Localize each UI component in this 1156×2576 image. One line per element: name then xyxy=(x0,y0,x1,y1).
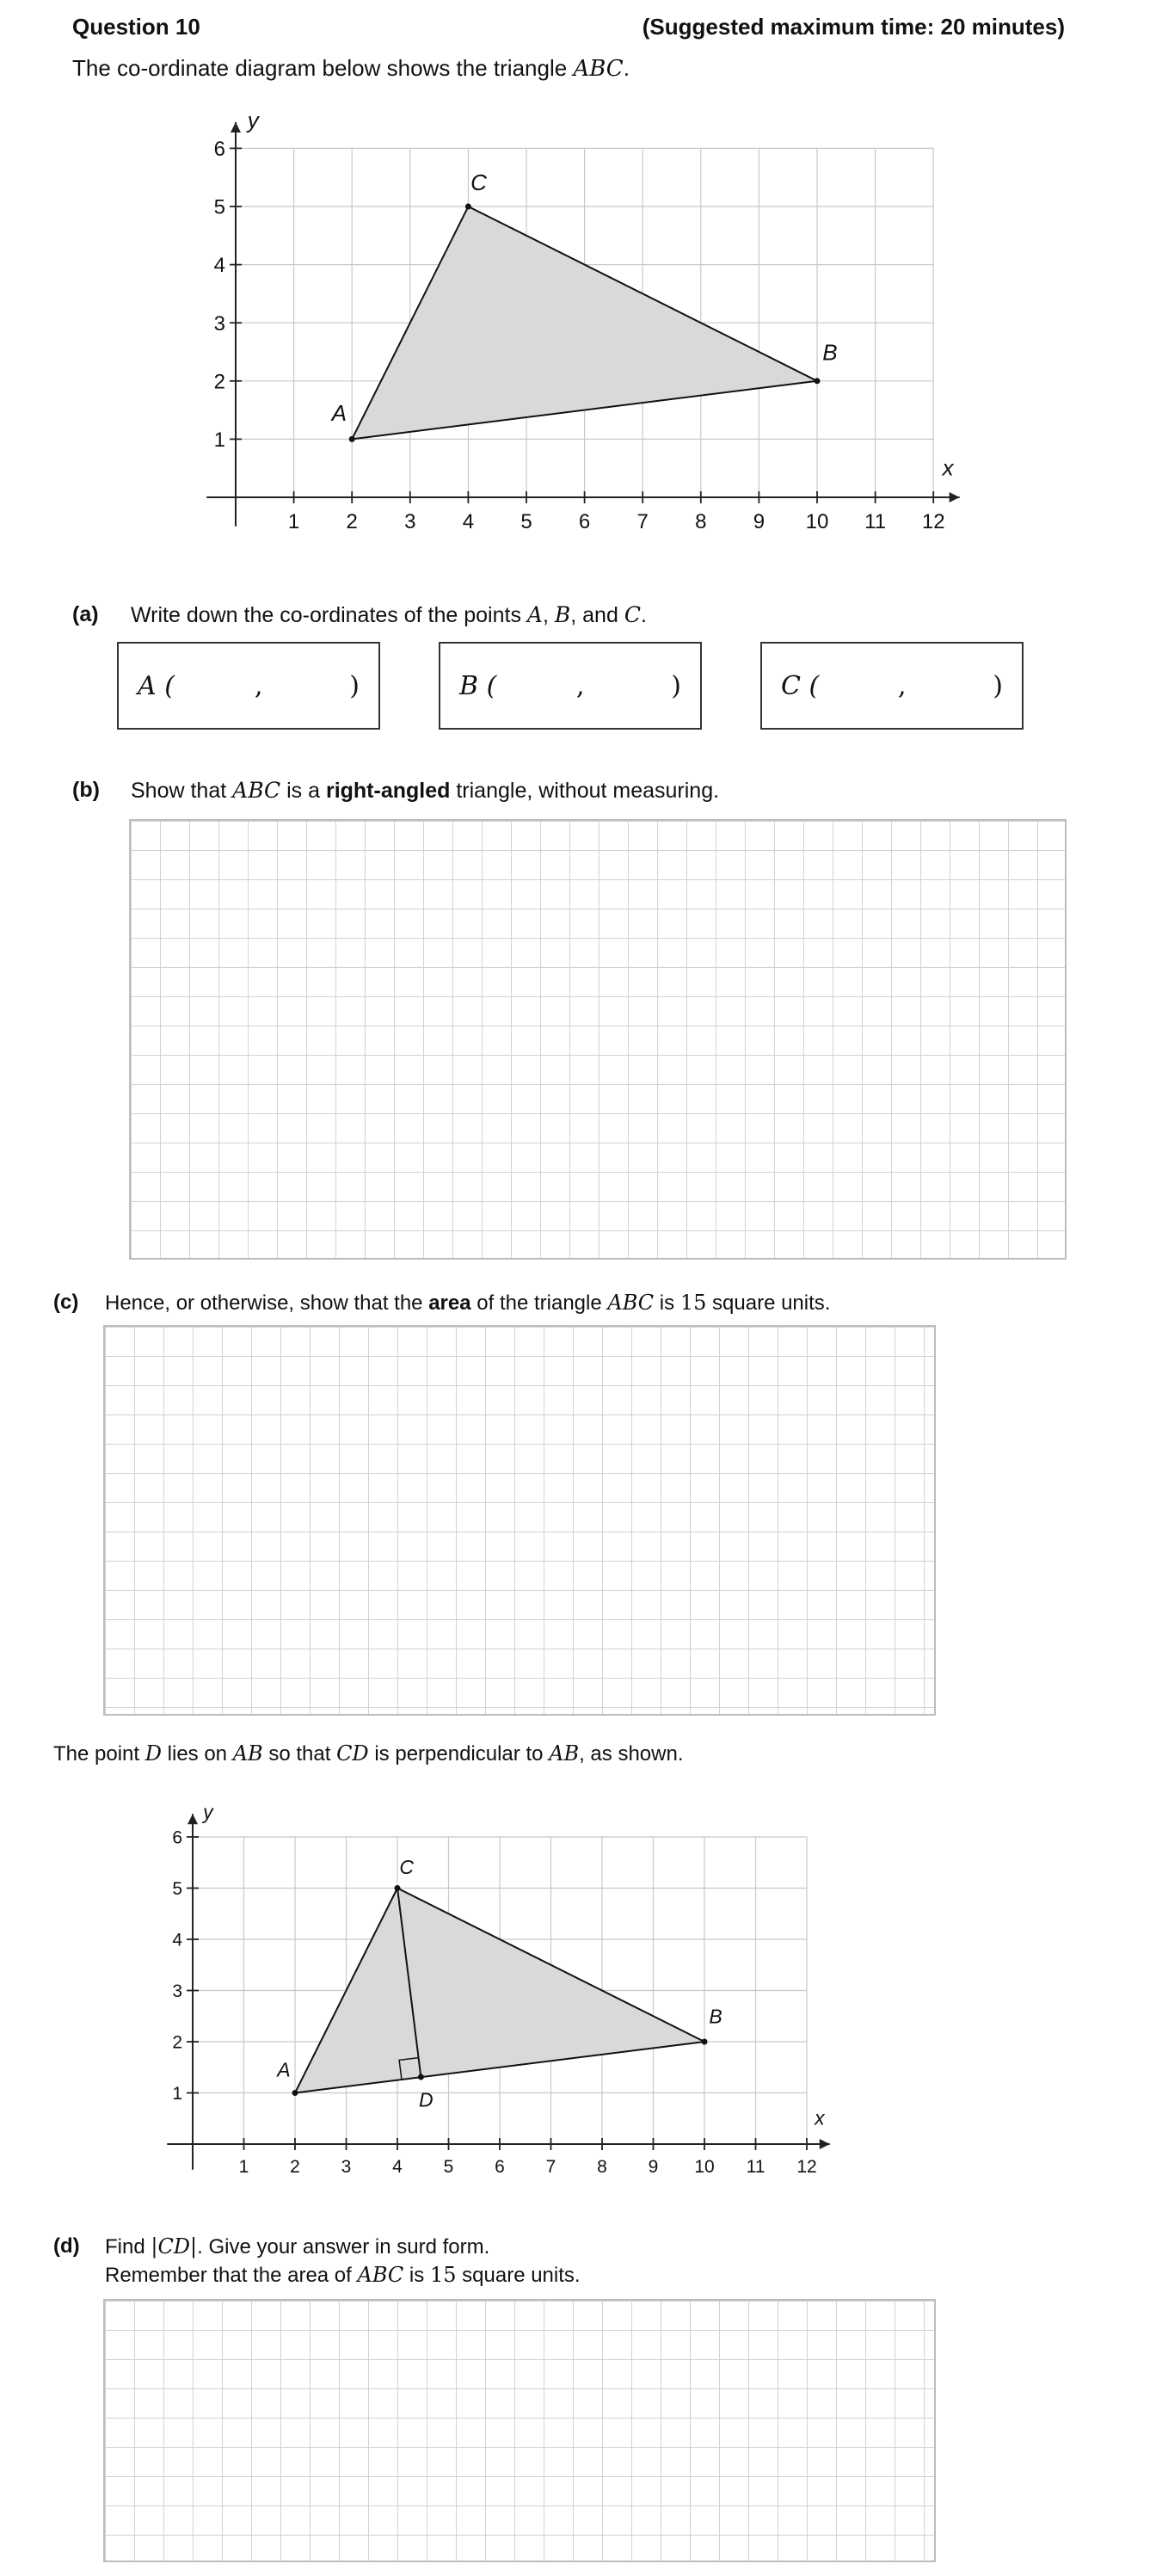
part-c-label: (c) xyxy=(53,1291,79,1314)
d1-x-tick-label-4: 4 xyxy=(462,510,475,533)
part-d-line2a: Remember that the area of xyxy=(105,2264,358,2287)
d2-x-tick-label-7: 7 xyxy=(545,2157,556,2177)
part-b-bold: right-angled xyxy=(325,779,451,803)
d2-x-tick-label-9: 9 xyxy=(648,2157,659,2177)
d2-y-tick-label-1: 1 xyxy=(172,2084,182,2105)
d1-x-tick-label-3: 3 xyxy=(404,510,416,533)
point-d-ab: AB xyxy=(232,1741,263,1766)
d1-y-tick-label-3: 3 xyxy=(213,311,225,336)
answer-box-a-comma: , xyxy=(255,671,263,701)
d1-y-tick-label-5: 5 xyxy=(213,195,225,219)
d1-x-tick-label-12: 12 xyxy=(921,510,945,533)
answer-grid-d[interactable] xyxy=(103,2299,936,2562)
d2-y-tick-label-5: 5 xyxy=(172,1879,182,1900)
d1-point-label-b: B xyxy=(822,339,838,366)
answer-box-a-close: ) xyxy=(349,671,360,701)
d2-x-axis-label: x xyxy=(815,2106,825,2129)
part-a-end: . xyxy=(640,603,647,627)
d1-x-tick-label-5: 5 xyxy=(520,510,532,533)
part-a-text xyxy=(131,602,647,628)
question-number: Question 10 xyxy=(72,14,200,40)
d2-y-arrow-icon xyxy=(188,1814,198,1824)
d1-x-tick-label-10: 10 xyxy=(805,510,829,533)
d1-x-arrow-icon xyxy=(950,492,960,502)
d2-x-tick-label-6: 6 xyxy=(495,2157,505,2177)
answer-box-c-label: C ( xyxy=(781,671,820,701)
intro-triangle: ABC xyxy=(573,56,624,82)
d2-point-label-b: B xyxy=(709,2005,722,2028)
d1-x-tick-label-11: 11 xyxy=(864,510,887,533)
intro-text xyxy=(72,55,630,82)
part-c-text4: square units. xyxy=(706,1291,831,1315)
d2-point-a xyxy=(292,2090,298,2096)
d1-y-arrow-icon xyxy=(231,122,241,132)
part-b-text xyxy=(131,778,719,804)
part-b-text1: Show that xyxy=(131,779,233,803)
d1-point-c xyxy=(465,204,471,210)
part-c-text1: Hence, or otherwise, show that the xyxy=(105,1291,429,1315)
answer-box-c-close: ) xyxy=(993,671,1003,701)
point-d-text1: The point xyxy=(53,1742,145,1766)
d2-y-tick-label-2: 2 xyxy=(172,2032,182,2053)
part-d-line2c: square units. xyxy=(456,2264,581,2287)
answer-box-c[interactable] xyxy=(760,642,1024,730)
d2-y-tick-label-3: 3 xyxy=(172,1981,182,2002)
d1-point-label-c: C xyxy=(470,169,487,196)
d2-y-tick-label-6: 6 xyxy=(172,1827,182,1848)
point-d-ab2: AB xyxy=(549,1741,580,1766)
d2-x-tick-label-8: 8 xyxy=(597,2157,607,2177)
d2-x-tick-label-10: 10 xyxy=(694,2157,715,2177)
part-a-label: (a) xyxy=(72,602,99,626)
part-a-point-a: A xyxy=(526,602,543,627)
intro-text-main: The co-ordinate diagram below shows the triangle xyxy=(72,55,574,81)
part-c-value: 15 xyxy=(679,1291,707,1315)
suggested-time: (Suggested maximum time: 20 minutes) xyxy=(642,14,1065,40)
d2-x-tick-label-5: 5 xyxy=(443,2157,454,2177)
d2-point-label-c: C xyxy=(399,1855,415,1878)
point-d-text5: , as shown. xyxy=(579,1742,684,1766)
point-d-text4: is perpendicular to xyxy=(368,1742,550,1766)
part-c-bold: area xyxy=(428,1291,471,1315)
part-a-sep1: , xyxy=(542,603,555,627)
point-d-text2: lies on xyxy=(161,1742,233,1766)
part-d-label: (d) xyxy=(53,2234,80,2258)
d1-y-axis-label: y xyxy=(247,107,259,133)
answer-grid-b[interactable] xyxy=(129,819,1067,1260)
part-d-line2b: is xyxy=(403,2264,430,2287)
part-c-triangle: ABC xyxy=(607,1291,655,1315)
d1-x-tick-label-2: 2 xyxy=(346,510,358,533)
part-c-text2: of the triangle xyxy=(470,1291,608,1315)
answer-box-a-label: A ( xyxy=(138,671,175,701)
d1-y-tick-label-4: 4 xyxy=(213,254,225,278)
intro-end: . xyxy=(623,55,630,81)
part-b-label: (b) xyxy=(72,778,100,802)
point-d-statement xyxy=(53,1741,684,1766)
point-d-cd: CD xyxy=(336,1741,369,1766)
d2-x-tick-label-2: 2 xyxy=(290,2157,300,2177)
d2-x-tick-label-11: 11 xyxy=(746,2157,766,2177)
answer-box-b[interactable] xyxy=(439,642,702,730)
part-d-cd: |CD| xyxy=(151,2234,198,2259)
part-c-text xyxy=(105,1291,830,1316)
d1-x-tick-label-8: 8 xyxy=(695,510,707,533)
d2-x-tick-label-4: 4 xyxy=(392,2157,403,2177)
part-d-text2: . Give your answer in surd form. xyxy=(197,2235,490,2259)
d1-y-tick-label-2: 2 xyxy=(213,370,225,394)
part-b-triangle: ABC xyxy=(232,778,281,803)
d2-x-tick-label-3: 3 xyxy=(341,2157,352,2177)
d1-y-tick-label-1: 1 xyxy=(213,428,225,453)
d2-y-tick-label-4: 4 xyxy=(172,1930,182,1950)
part-d-line2 xyxy=(105,2263,581,2288)
d2-y-axis-label: y xyxy=(203,1801,213,1824)
d1-point-b xyxy=(815,378,821,384)
answer-box-b-comma: , xyxy=(576,671,585,701)
d2-x-tick-label-1: 1 xyxy=(238,2157,249,2177)
d1-point-a xyxy=(349,436,355,442)
answer-box-b-close: ) xyxy=(671,671,681,701)
part-d-text xyxy=(105,2234,489,2259)
answer-box-c-comma: , xyxy=(898,671,907,701)
d1-x-tick-label-7: 7 xyxy=(636,510,649,533)
d1-x-tick-label-1: 1 xyxy=(287,510,300,533)
answer-box-a[interactable] xyxy=(117,642,380,730)
answer-grid-c[interactable] xyxy=(103,1325,936,1716)
d2-point-label-d: D xyxy=(419,2088,434,2111)
point-d-text3: so that xyxy=(262,1742,337,1766)
answer-box-b-label: B ( xyxy=(459,671,497,701)
part-a-sep2: , and xyxy=(570,603,624,627)
point-d-d: D xyxy=(144,1741,162,1766)
part-d-value: 15 xyxy=(429,2263,457,2287)
d1-y-tick-label-6: 6 xyxy=(213,138,225,162)
d2-x-tick-label-12: 12 xyxy=(796,2157,817,2177)
part-d-triangle: ABC xyxy=(357,2263,404,2287)
part-b-text3: triangle, without measuring. xyxy=(450,779,720,803)
d2-point-c xyxy=(395,1885,401,1891)
coordinate-diagram-2 xyxy=(163,1795,869,2191)
d2-point-b xyxy=(702,2039,708,2045)
part-d-text1: Find xyxy=(105,2235,151,2259)
part-a-point-c: C xyxy=(624,602,641,627)
d2-point-label-a: A xyxy=(277,2058,291,2081)
part-a-point-b: B xyxy=(554,602,571,627)
part-c-text3: is xyxy=(654,1291,680,1315)
d2-point-d xyxy=(418,2074,424,2080)
d2-x-arrow-icon xyxy=(820,2139,830,2149)
d1-point-label-a: A xyxy=(331,399,347,426)
d1-x-axis-label: x xyxy=(942,454,954,481)
coordinate-diagram-1 xyxy=(206,103,981,551)
d1-x-tick-label-6: 6 xyxy=(578,510,591,533)
part-a-text-main: Write down the co-ordinates of the points xyxy=(131,603,527,627)
d1-x-tick-label-9: 9 xyxy=(753,510,766,533)
part-b-text2: is a xyxy=(280,779,326,803)
